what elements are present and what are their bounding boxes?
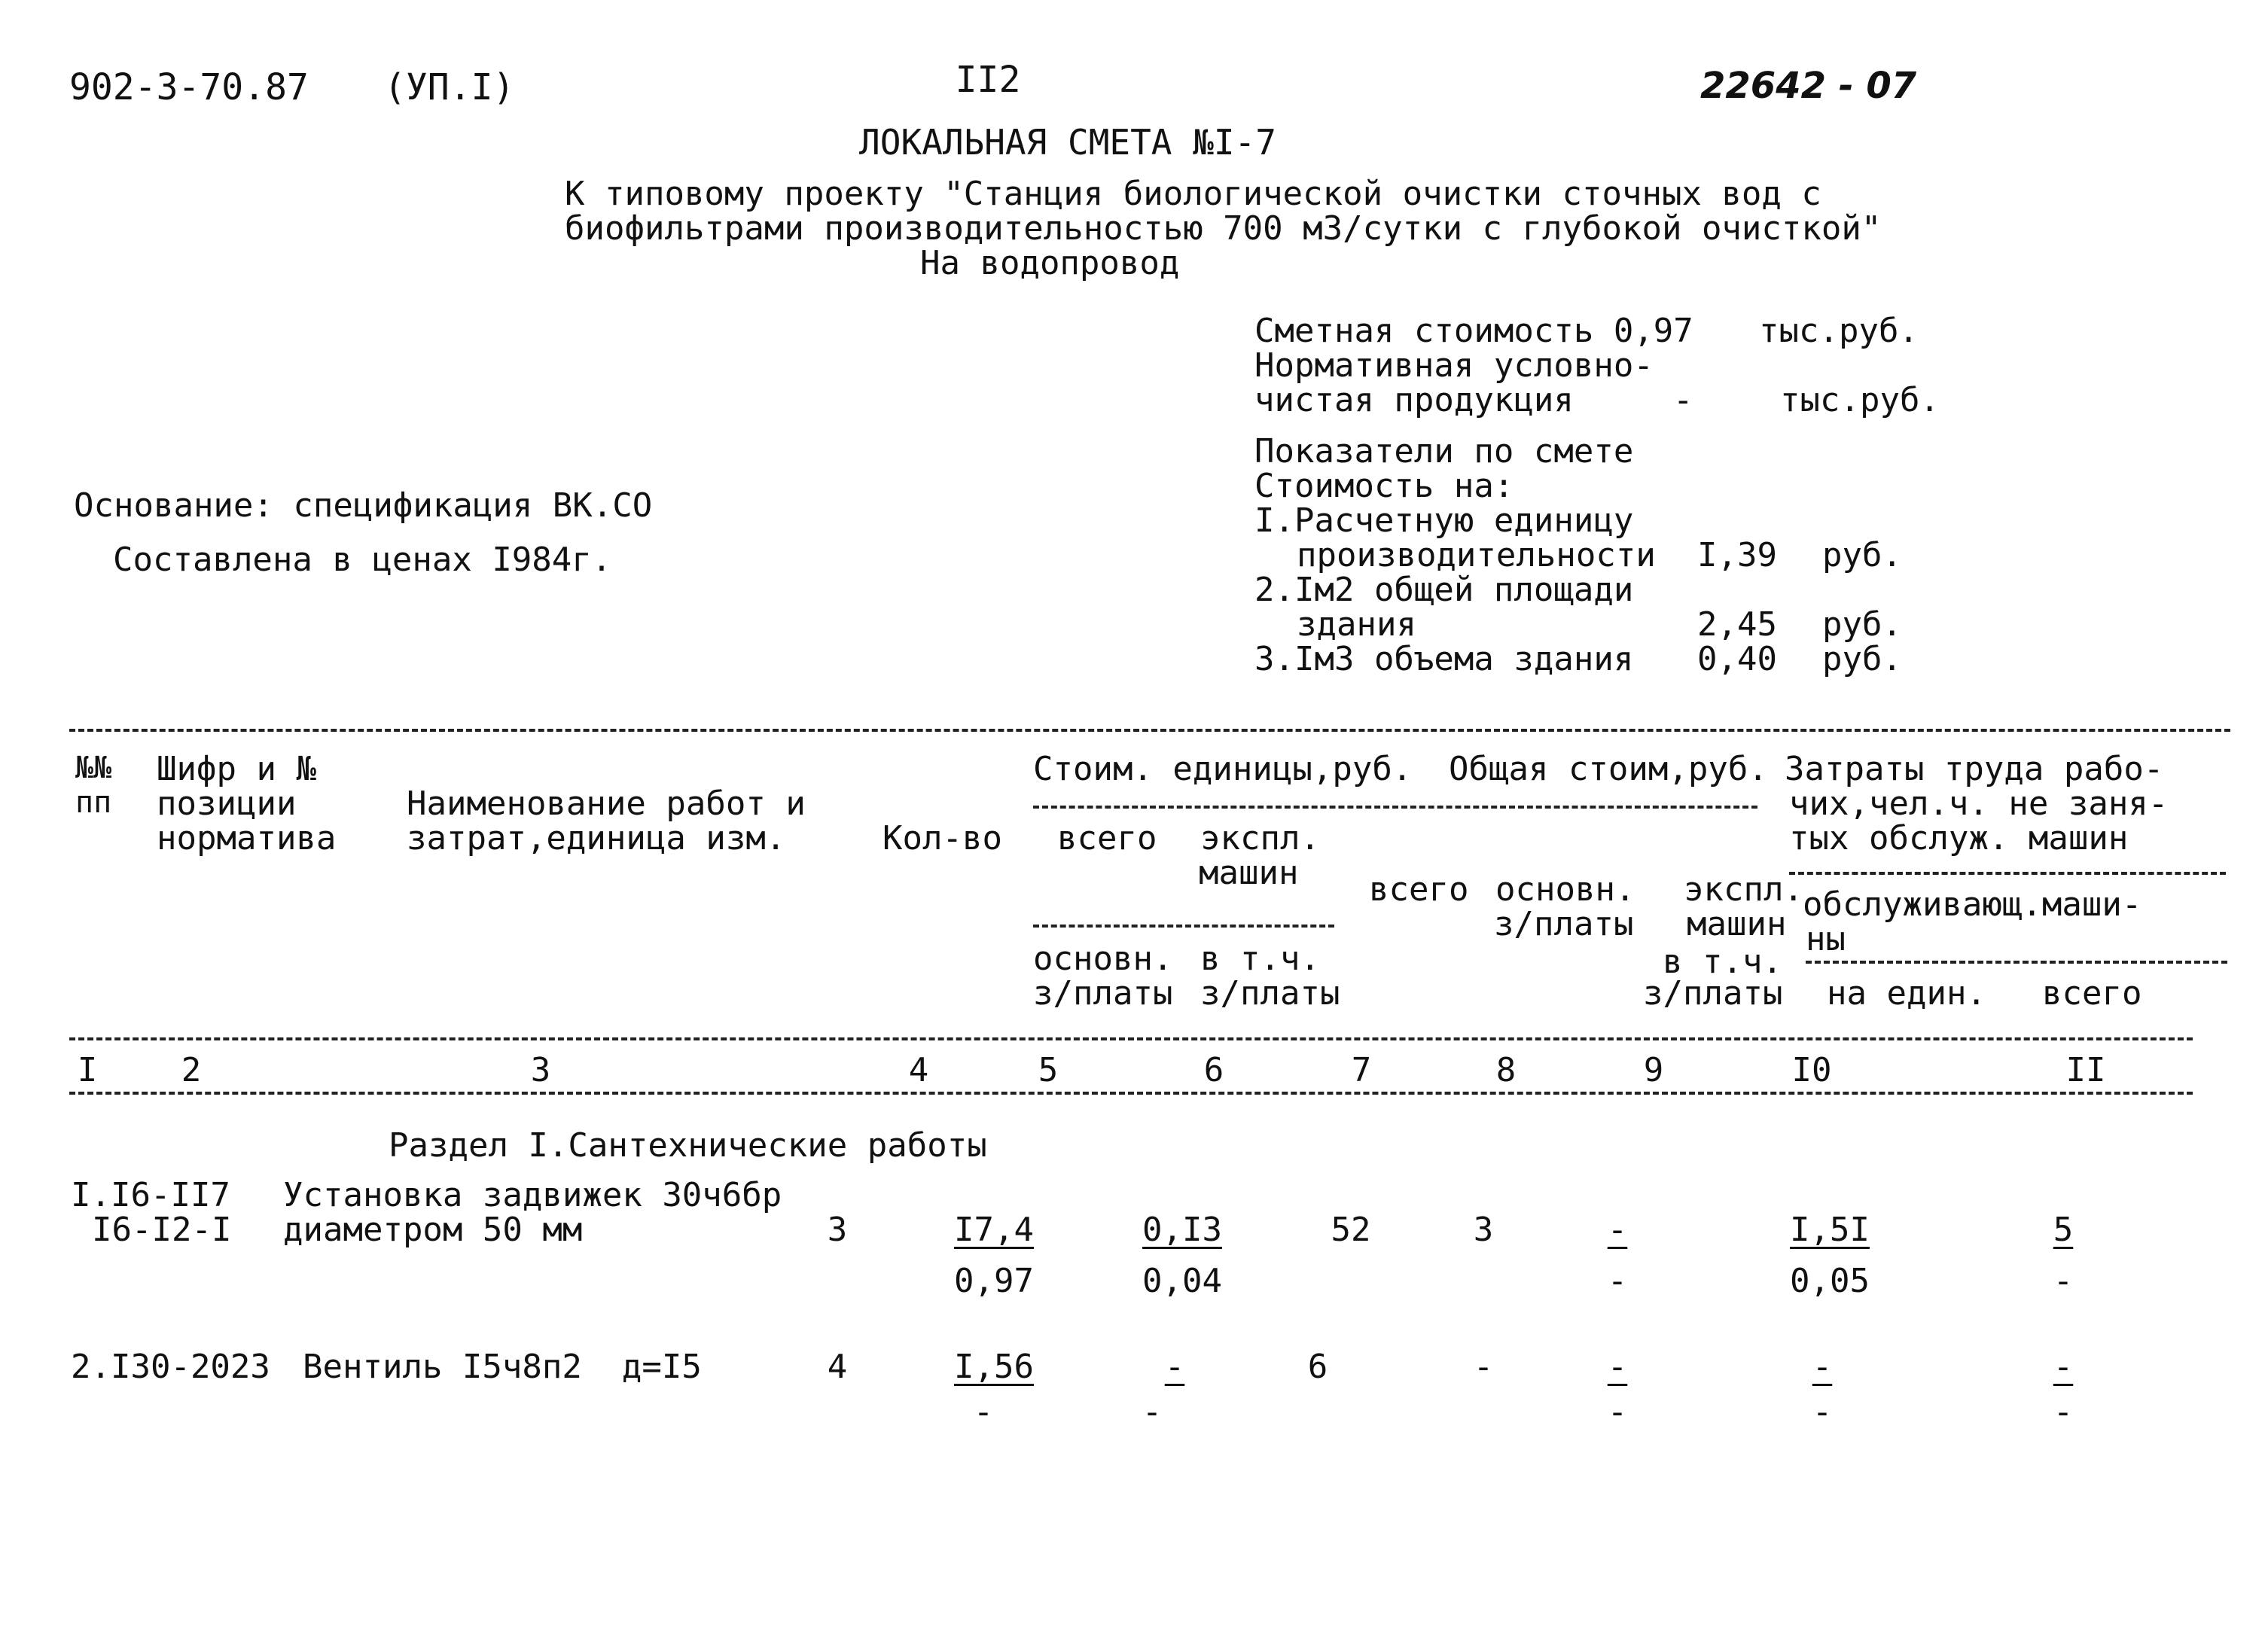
header-code-2: позиции [157, 784, 297, 823]
indicator-3-value: 0,40 [1697, 640, 1777, 678]
column-number: 7 [1351, 1051, 1372, 1089]
normative-value: - [1673, 381, 1693, 419]
row-quantity: 3 [827, 1211, 848, 1249]
header-col6-expl: экспл. [1200, 819, 1320, 858]
price-level-line: Составлена в ценах I984г. [113, 541, 612, 579]
header-total-cost: Общая стоим,руб. [1449, 750, 1768, 788]
row-total: 52 [1331, 1211, 1371, 1249]
header-bottom-rule [69, 1037, 2193, 1040]
header-col6-incl: в т.ч. [1200, 940, 1320, 978]
row-name-2: диаметром 50 мм [283, 1211, 583, 1249]
row-total-base-wages: - [1473, 1348, 1494, 1386]
row-unit-expl: - [1164, 1348, 1185, 1386]
row-unit-base-wages: - [973, 1393, 994, 1431]
header-labor-3: тых обслуж. машин [1789, 819, 2129, 858]
column-number: I0 [1791, 1051, 1832, 1089]
estimated-cost-unit: тыс.руб. [1759, 312, 1919, 350]
indicator-1-line-1: I.Расчетную единицу [1254, 501, 1634, 540]
row-quantity: 4 [827, 1348, 848, 1386]
row-name-1: Установка задвижек 30ч6бр [283, 1176, 782, 1214]
indicator-2-unit: руб. [1822, 605, 1902, 644]
project-line-1: К типовому проекту "Станция биологической очистки сточных вод с [565, 175, 1821, 213]
row-unit-total: I7,4 [954, 1211, 1034, 1249]
header-quantity: Кол-во [883, 819, 1002, 858]
column-number: I [77, 1051, 98, 1089]
header-service-1: обслуживающ.маши- [1803, 885, 2142, 924]
row-labor-per-unit: - [1812, 1348, 1833, 1386]
header-num-1: №№ [75, 751, 112, 785]
header-col9-incl: в т.ч. [1663, 943, 1782, 981]
row-total-expl: - [1607, 1348, 1628, 1386]
header-col5-base: основн. [1033, 940, 1173, 978]
header-col9-expl: экспл. [1684, 870, 1803, 909]
document-code: 902-3-70.87 [69, 66, 309, 108]
header-col5-total: всего [1057, 819, 1157, 858]
header-labor-2: чих,чел.ч. не заня- [1789, 784, 2169, 823]
row-num-code: I.I6-II7 [71, 1176, 230, 1214]
row-unit-total: I,56 [954, 1348, 1034, 1386]
row-service-per-unit: 0,05 [1790, 1262, 1870, 1300]
header-col9-wages: з/платы [1643, 974, 1783, 1013]
normative-unit: тыс.руб. [1780, 381, 1940, 419]
row-total-expl-wages: - [1607, 1393, 1628, 1431]
indicator-3-label: 3.Iм3 объема здания [1254, 640, 1634, 678]
header-name-1: Наименование работ и [407, 784, 806, 823]
project-line-3: На водопровод [920, 244, 1180, 282]
page-title: ЛОКАЛЬНАЯ СМЕТА №I-7 [859, 122, 1276, 163]
column-number: II [2065, 1051, 2106, 1089]
column-numbers-rule [69, 1092, 2193, 1095]
row-total-expl: - [1607, 1211, 1628, 1249]
column-number: 8 [1495, 1051, 1517, 1089]
header-service-subrule [1806, 961, 2227, 964]
header-col7-total: всего [1369, 870, 1469, 909]
header-cost-subrule [1033, 806, 1757, 809]
header-code-1: Шифр и № [157, 750, 316, 788]
row-total: 6 [1307, 1348, 1328, 1386]
row-unit-expl: 0,I3 [1142, 1211, 1222, 1249]
column-number: 3 [530, 1051, 551, 1089]
indicator-2-value: 2,45 [1697, 605, 1777, 644]
header-col5-wages: з/платы [1033, 974, 1173, 1013]
header-unit-cost: Стоим. единицы,руб. [1033, 750, 1413, 788]
header-top-rule [69, 729, 2230, 732]
column-number: 9 [1643, 1051, 1664, 1089]
column-number: 2 [181, 1051, 202, 1089]
column-number: 6 [1203, 1051, 1224, 1089]
header-col10-per-unit: на един. [1827, 974, 1986, 1013]
indicator-2-line-2: здания [1297, 605, 1416, 644]
normative-line-2: чистая продукция [1254, 381, 1574, 419]
row-service-total: - [2053, 1262, 2074, 1300]
normative-line-1: Нормативная условно- [1254, 346, 1654, 385]
page-number: II2 [955, 59, 1021, 101]
project-line-2: биофильтрами производительностью 700 м3/сутки с глубокой очисткой" [565, 209, 1882, 248]
indicator-1-unit: руб. [1822, 536, 1902, 574]
header-col11-total: всего [2042, 974, 2142, 1013]
row-labor-total: - [2053, 1348, 2074, 1386]
header-service-2: ны [1806, 920, 1846, 958]
header-code-3: норматива [157, 819, 337, 858]
indicator-3-unit: руб. [1822, 640, 1902, 678]
row-unit-expl-wages: 0,04 [1142, 1262, 1222, 1300]
indicator-1-value: I,39 [1697, 536, 1777, 574]
album-label: (УП.I) [384, 66, 515, 108]
header-name-2: затрат,единица изм. [407, 819, 786, 858]
row-unit-base-wages: 0,97 [954, 1262, 1034, 1300]
row-name-1: Вентиль I5ч8п2 д=I5 [303, 1348, 702, 1386]
header-num-2: пп [75, 785, 112, 820]
indicator-2-line-1: 2.Iм2 общей площади [1254, 571, 1634, 609]
row-code-2: I6-I2-I [92, 1211, 232, 1249]
estimated-cost: Сметная стоимость 0,97 [1254, 312, 1693, 350]
basis-line: Основание: спецификация ВК.СО [74, 486, 653, 525]
header-col6-wages: з/платы [1200, 974, 1340, 1013]
inventory-number: 22642 - 07 [1700, 65, 1917, 107]
indicators-title: Показатели по смете [1254, 432, 1634, 471]
section-title: Раздел I.Сантехнические работы [389, 1126, 987, 1165]
row-labor-total: 5 [2053, 1211, 2074, 1249]
row-unit-expl-wages: - [1142, 1393, 1163, 1431]
header-labor-1: Затраты труда рабо- [1785, 750, 2164, 788]
header-col9-machines: машин [1687, 905, 1787, 943]
row-num-code: 2.I30-2023 [71, 1348, 270, 1386]
indicator-1-line-2: производительности [1297, 536, 1656, 574]
column-number: 4 [908, 1051, 929, 1089]
cost-on-label: Стоимость на: [1254, 467, 1514, 505]
header-col8-base: основн. [1495, 870, 1635, 909]
row-labor-per-unit: I,5I [1790, 1211, 1870, 1249]
row-total-expl-wages: - [1607, 1262, 1628, 1300]
header-col56-subrule [1033, 925, 1334, 928]
header-col6-machines: машин [1199, 854, 1299, 892]
header-col8-wages: з/платы [1494, 905, 1634, 943]
row-service-per-unit: - [1812, 1393, 1833, 1431]
row-service-total: - [2053, 1393, 2074, 1431]
column-number: 5 [1038, 1051, 1059, 1089]
row-total-base-wages: 3 [1473, 1211, 1494, 1249]
header-labor-subrule [1789, 872, 2226, 875]
